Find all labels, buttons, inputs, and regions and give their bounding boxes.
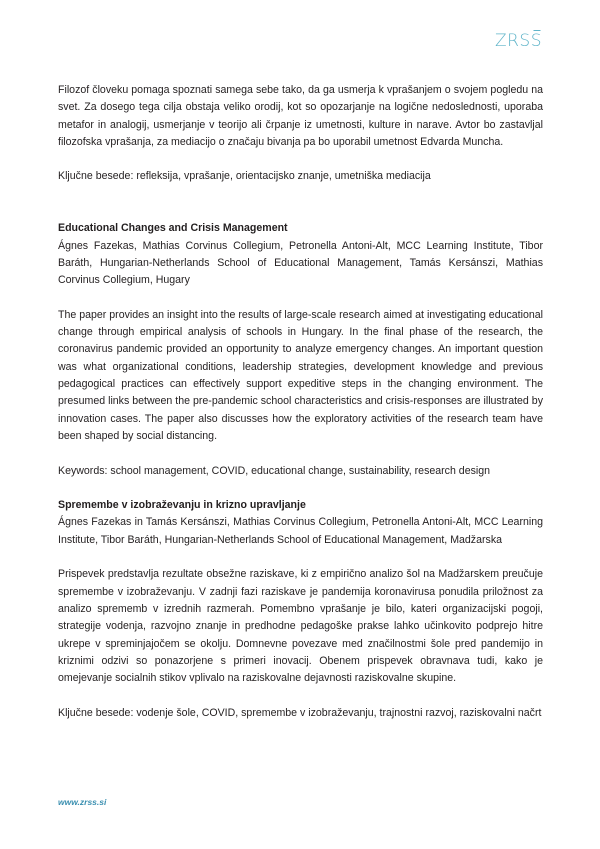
footer-url[interactable]: www.zrss.si	[58, 797, 107, 807]
zrss-logo: ZRSS	[494, 31, 542, 51]
english-keywords: Keywords: school management, COVID, educational change, sustainability, research design	[58, 464, 491, 477]
page-content	[58, 82, 543, 722]
slovene-authors: Ágnes Fazekas in Tamás Kersánszi, Mathias Corvinus Collegium, Petronella Antoni-Alt, MCC Learning Institute, Tibor Baráth, Hungarian-Netherlands School of Educational Management, Madžarska	[58, 516, 543, 546]
slovene-abstract: Prispevek predstavlja rezultate obsežne raziskave, ki z empirično analizo šol na Madžarskem preučuje spremembe v izobraževanju. V zadnji fazi raziskave je pandemija koronavirusa ponudila priložnost za analizo sprememb v izrednih razmerah. Pomembno vprašanje je bilo, kateri organizacijski pogoji, strategije vodenja, razvojno znanje in predhodne pedagoške prakse lahko učinkovito podprejo hitre ukrepe v spreminjajočem se okolju. Domnevne povezave med značilnostmi šole pred pandemijo in kriznimi odzivi so ponazorjene s primeri inovacij. Obenem prispevek obravnava tudi, kako je omejevanje socialnih stikov vplivalo na raziskovalne dejavnosti raziskovalne skupine.	[58, 568, 543, 685]
english-title: Educational Changes and Crisis Management	[58, 222, 288, 235]
english-abstract: The paper provides an insight into the results of large-scale research aimed at investigating educational change through empirical analysis of schools in Hungary. In the final phase of the research, the coronavirus pandemic provided an opportunity to analyze emergency changes. An important question was what organizational conditions, leadership strategies, development knowledge and previous pedagogical practices can effectively support expeditive steps in the changing environment. The presumed links between the pre-pandemic school characteristics and crisis-responses are illustrated by innovation cases. The paper also discusses how the exploratory activities of the research team have been shaped by social distancing.	[58, 308, 543, 442]
slovene-keywords: Ključne besede: vodenje šole, COVID, spremembe v izobraževanju, trajnostni razvoj, raziskovalni načrt	[58, 706, 542, 719]
intro-keywords: Ključne besede: refleksija, vprašanje, orientacijsko znanje, umetniška mediacija	[58, 170, 431, 183]
english-authors: Ágnes Fazekas, Mathias Corvinus Collegium, Petronella Antoni-Alt, MCC Learning Institute, Tibor Baráth, Hungarian-Netherlands School of Educational Management, Tamás Kersánszi, Mathias Corvinus Collegium, Hugary	[58, 239, 543, 287]
intro-paragraph: Filozof človeku pomaga spoznati samega sebe tako, da ga usmerja k vprašanjem o svojem pogledu na svet. Za dosego tega cilja obstaja veliko orodij, kot so opozarjanje na logične nedoslednosti, uporaba metafor in analogij, usmerjanje v teorijo ali črpanje iz umetnosti, kulture in narave. Avtor bo zastavljal filozofska vprašanja, za mediacijo o značaju bivanja pa bo uporabil umetnost Edvarda Muncha.	[58, 84, 543, 148]
slovene-title: Spremembe v izobraževanju in krizno upravljanje	[58, 499, 306, 512]
